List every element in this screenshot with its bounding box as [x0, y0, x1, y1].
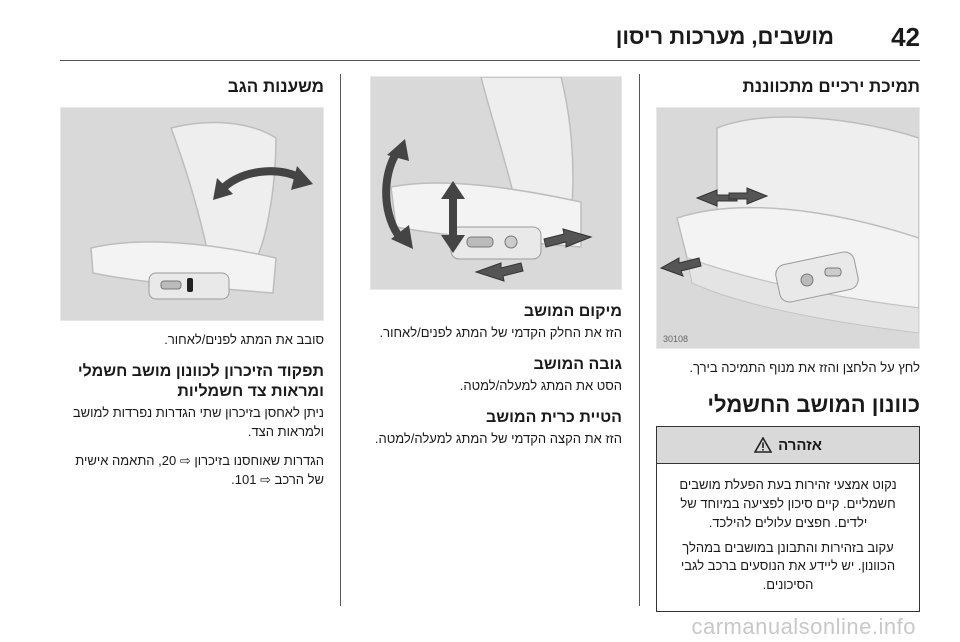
heading-seat-position: מיקום המושב — [523, 303, 622, 320]
page-number: 42 — [891, 22, 920, 52]
warning-box — [656, 426, 920, 612]
warning-paragraph-1: נקוט אמצעי זהירות בעת הפעלת מושבים חשמליים. קיים סיכון לפציעה במיוחד של ילדים. חפצים עלולים להילכד. — [679, 477, 897, 530]
text-seat-position: הזז את החלק הקדמי של המתג לפנים/לאחור. — [379, 325, 622, 340]
section-title-thigh-support: תמיכת ירכיים מתכווננת — [742, 77, 920, 96]
heading-electric-seat: כוונון המושב החשמלי — [707, 392, 920, 418]
heading-memory-function: תפקוד הזיכרון לכוונון מושב חשמלי ומראות צד חשמליות — [77, 363, 324, 401]
seat-position-illustration — [371, 77, 621, 289]
section-title-backrest: משענות הגב — [227, 77, 324, 96]
heading-cushion-tilt: הטיית כרית המושב — [486, 408, 622, 426]
warning-body — [657, 464, 919, 611]
column-left — [60, 76, 324, 489]
column-middle — [370, 76, 622, 449]
heading-seat-height: גובה המושב — [533, 355, 622, 373]
figure-seat-position — [370, 76, 622, 290]
page-header — [60, 14, 920, 60]
text-cushion-tilt: הזז את הקצה הקדמי של המתג למעלה/למטה. — [374, 430, 622, 446]
text-seat-height: הסט את המתג למעלה/למטה. — [459, 377, 622, 393]
seat-thigh-illustration — [657, 108, 919, 348]
caption-backrest: סובב את המתג לפנים/לאחור. — [164, 332, 324, 348]
warning-paragraph-2: עקוב בזהירות והתבונן במושבים במהלך הכוונון. יש ליידע את הנוסעים ברכב לגבי הסיכונים. — [680, 539, 896, 593]
text-memory-1: ניתן לאחסן בזיכרון שתי הגדרות נפרדות למושב ולמראות הצד. — [72, 405, 324, 439]
caption-thigh-support: לחץ על הלחצן והזז את מנוף התמיכה בירך. — [689, 360, 920, 376]
figure-thigh-support — [656, 107, 920, 349]
text-memory-2: הגדרות שאוחסנו בזיכרון ⇨ 20, התאמה אישית של הרכב ⇨ 101. — [75, 452, 324, 487]
figure-backrest — [60, 107, 324, 321]
seat-backrest-illustration — [61, 108, 323, 320]
running-title: מושבים, מערכות ריסון — [615, 24, 834, 49]
warning-label: אזהרה — [778, 436, 822, 454]
watermark-text: carmanualsonline.info — [691, 614, 916, 639]
warning-triangle-icon — [754, 437, 772, 453]
column-divider-left — [340, 74, 341, 606]
column-divider-right — [639, 74, 640, 606]
header-rule — [60, 60, 920, 61]
figure-id: 30108 — [663, 334, 689, 345]
warning-header — [657, 427, 919, 464]
column-right — [656, 76, 920, 612]
